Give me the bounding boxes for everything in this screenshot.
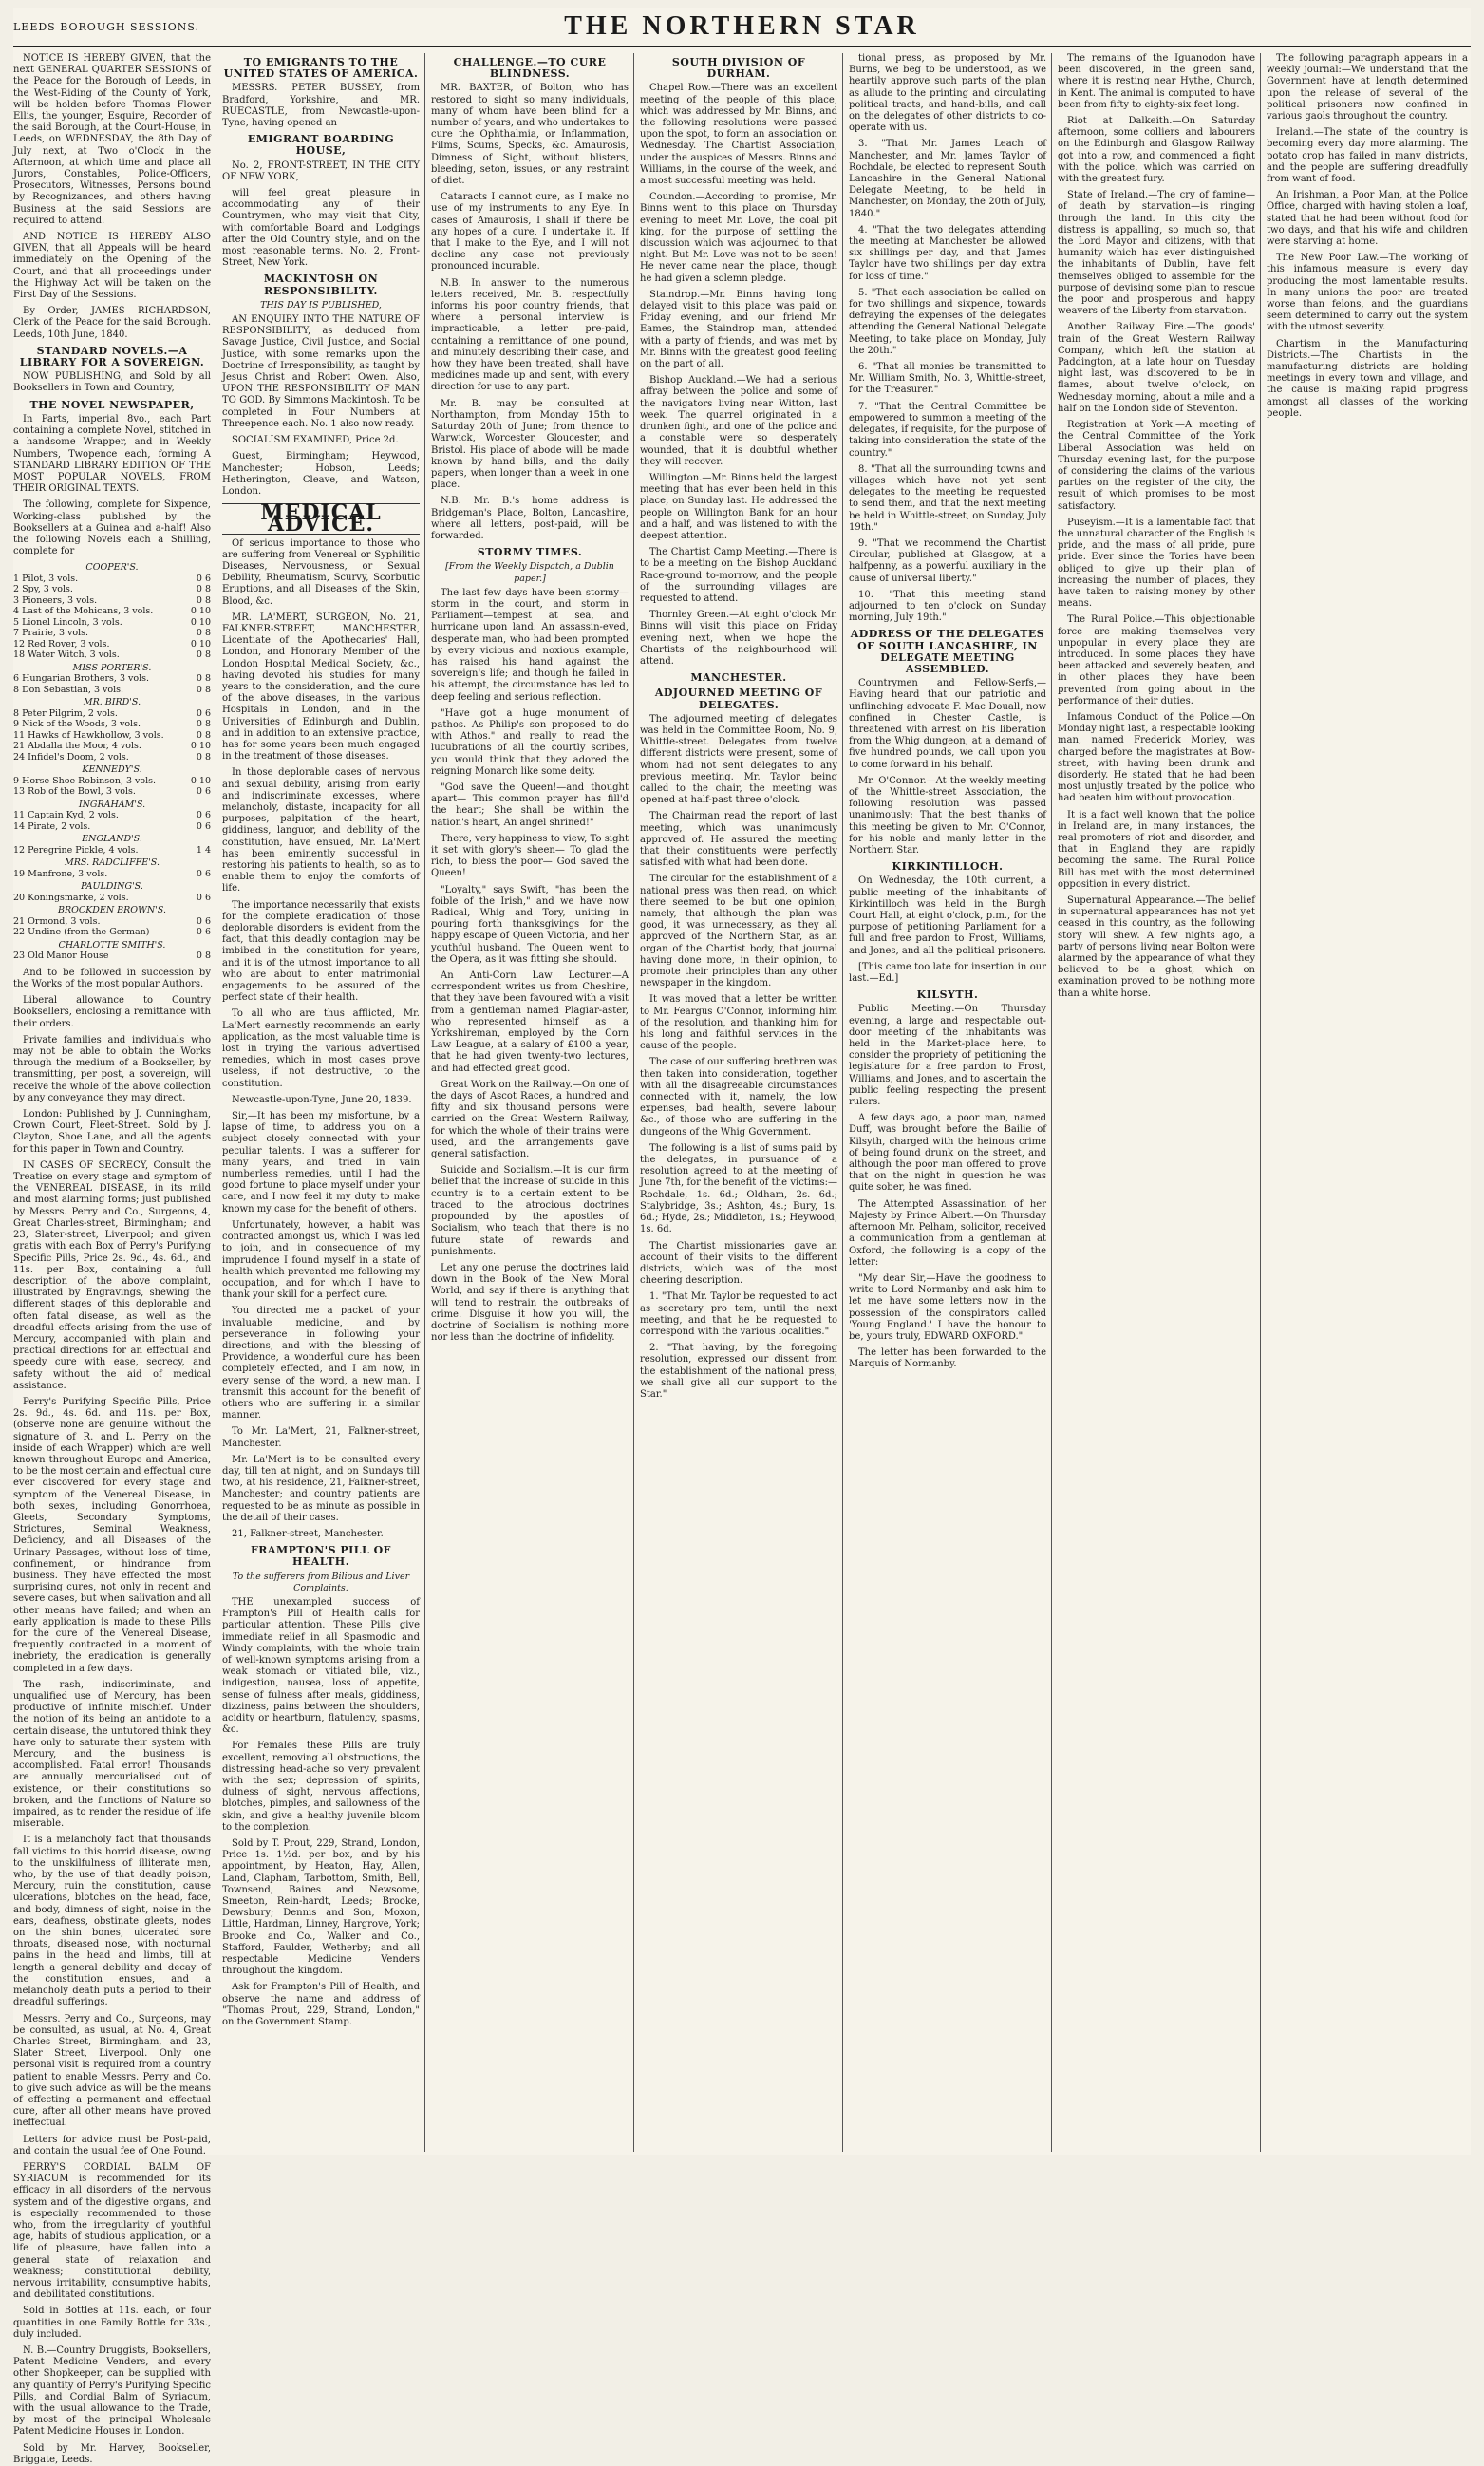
paragraph: Puseyism.—It is a lamentable fact that the unnatural character of the English is pride, and the mass of all pride, pure pride. Ever since the Tories have been obliged to give up their plan of increasing the number of places, they have taken to raising money by other means. — [1058, 517, 1255, 610]
price-list-item — [13, 574, 211, 585]
list-price: 0 10 — [190, 638, 211, 649]
list-title: 21 Abdalla the Moor, 4 vols. — [13, 741, 141, 752]
list-price: 0 10 — [190, 606, 211, 617]
paragraph: Chartism in the Manufacturing Districts.—The Chartists in the manufacturing districts are holding meetings in every town and village, and the cause is making rapid progress amongst all classes of the working people. — [1267, 338, 1468, 419]
paragraph: 6. "That all monies be transmitted to Mr. William Smith, No. 3, Whittle-street, for the Treasurer." — [849, 362, 1046, 396]
paragraph: The New Poor Law.—The working of this infamous measure is every day producing the most lamentable results. In many unions the poor are treated worse than felons, and the guardians seem determined to carry out the system with the utmost severity. — [1267, 253, 1468, 333]
article-heading: MANCHESTER. — [690, 671, 787, 685]
price-list-item — [13, 663, 211, 674]
column-6 — [1058, 53, 1255, 2152]
paragraph: There, very happiness to view, To sight it set with glory's sheen— To glad the rich, to bless the poor— God saved the Queen! — [431, 833, 629, 879]
list-price: 0 10 — [190, 775, 211, 786]
paragraph: Messrs. Perry and Co., Surgeons, may be consulted, as usual, at No. 4, Great Charles Street, Birmingham, and 23, Slater Street, Liverpool. Only one personal visit is required from a country patient to enable Messrs. Perry and Co. to give such advice as will be the means of effecting a permanent and effectual cure, after all other means have proved ineffectual. — [13, 2013, 211, 2129]
column-rule — [1260, 53, 1261, 2152]
list-price: 0 6 — [196, 786, 211, 798]
list-title: 24 Infidel's Doom, 2 vols. — [13, 751, 129, 762]
list-title: 7 Prairie, 3 vols. — [13, 628, 89, 639]
paragraph: Infamous Conduct of the Police.—On Monday night last, a respectable looking man, named Frederick Morley, was charged before the magistrates at Bow-street, with having been drunk and disorderly. He stated that he had been most unjustly treated by the police, who had beaten him without provocation. — [1058, 711, 1255, 804]
list-price: 0 10 — [190, 616, 211, 628]
paragraph: [This came too late for insertion in our last.—Ed.] — [849, 961, 1046, 985]
paragraph: Of serious importance to those who are suffering from Venereal or Syphilitic Diseases, Nervousness, or Sexual Debility, Rheumatism, Scurvy, Scorbutic Eruptions, and all Diseases of the Skin, Blood, &c. — [222, 537, 420, 607]
paragraph: Mr. B. may be consulted at Northampton, from Monday 15th to Saturday 20th of June; from thence to Warwick, Worcester, Gloucester, and Bristol. His place of abode will be made known by hand bills, and the daily papers, when longer than a week in one place. — [431, 398, 629, 491]
list-title: 3 Pioneers, 3 vols. — [13, 594, 98, 606]
display-heading: MEDICAL ADVICE. — [222, 503, 420, 534]
column-2 — [222, 53, 420, 2152]
paragraph: The Chairman read the report of last meeting, which was unanimously approved of. He assured the meeting that their constituents were perfectly satisfied with what had been done. — [640, 811, 837, 869]
column-7 — [1267, 53, 1468, 2152]
list-price: 0 8 — [196, 684, 211, 695]
paragraph: The following paragraph appears in a weekly journal:—We understand that the Government have at length determined upon the release of several of the political prisoners now confined in various gaols throughout the country. — [1267, 53, 1468, 122]
paragraph: Letters for advice must be Post-paid, and contain the usual fee of One Pound. — [13, 2134, 211, 2156]
price-list-item — [13, 649, 211, 661]
price-list — [13, 562, 211, 962]
price-list-item — [13, 834, 211, 845]
list-title: 11 Hawks of Hawkhollow, 3 vols. — [13, 729, 164, 741]
list-price: 0 8 — [196, 649, 211, 661]
list-price: 0 8 — [196, 673, 211, 685]
paragraph: Sold by T. Prout, 229, Strand, London, Price 1s. 1½d. per box, and by his appointment, by Heaton, Hay, Allen, Land, Clapham, Tarbottom, Smith, Bell, Townsend, Baines and Newsome, Smeeton, Rein-hardt, Leeds; Brooke, Dewsbury; Dennis and Son, Moxon, Little, Hardman, Linney, Hargrove, York; Brooke and Co., Walker and Co., Stafford, Faulder, Wetherby; and all respectable Medicine Venders throughout the kingdom. — [222, 1838, 420, 1977]
paragraph: Newcastle-upon-Tyne, June 20, 1839. — [232, 1094, 412, 1105]
article-heading: FRAMPTON'S PILL OF HEALTH. — [250, 1544, 391, 1569]
paragraph: "My dear Sir,—Have the goodness to write to Lord Normanby and ask him to let me have some letters now in the possession of the conspirators called 'Young England.' I have the honour to be, yours truly, EDWARD OXFORD." — [849, 1272, 1046, 1342]
price-list-item — [13, 940, 211, 951]
paragraph: And to be followed in succession by the Works of the most popular Authors. — [13, 967, 211, 990]
list-title: 8 Peter Pilgrim, 2 vols. — [13, 707, 118, 719]
paragraph: Unfortunately, however, a habit was contracted amongst us, which I was led to join, and in consequence of my imprudence I found myself in a state of health which prevented me following my occupation, and for which I have to thank your skill for a perfect cure. — [222, 1219, 420, 1301]
paragraph: Another Railway Fire.—The goods' train of the Great Western Railway Company, which left the station at Paddington, at a late hour on Tuesday night last, was discovered to be in flames, about twelve o'clock, on Wednesday morning, about a mile and a half on the London side of Steventon. — [1058, 322, 1255, 414]
paragraph: Sir,—It has been my misfortune, by a lapse of time, to address you on a subject closely connected with your peculiar talents. I was a sufferer for many years, and tried in vain numberless remedies, until I had the good fortune to place myself under your care, and I now feel it my duty to make known my case for the benefit of others. — [222, 1111, 420, 1214]
paragraph: will feel great pleasure in accommodating any of their Countrymen, who may visit that City, with comfortable Board and Lodgings after the Old Country style, and on the most reasonable terms. No. 2, Front-Street, New York. — [222, 188, 420, 269]
price-list-item — [13, 764, 211, 776]
price-list-item — [13, 606, 211, 617]
list-title: MRS. RADCLIFFE'S. — [65, 857, 160, 869]
paragraph: 1. "That Mr. Taylor be requested to act as secretary pro tem, until the next meeting, and that he be requested to correspond with the various localities." — [640, 1291, 837, 1337]
column-rule — [633, 53, 634, 2152]
price-list-item — [13, 869, 211, 880]
paragraph: Staindrop.—Mr. Binns having long delayed visit to this place was paid on Friday evening, and our friend Mr. Eames, the Staindrop man, attended with a party of friends, and was met by Mr. Binns with the greatest good feeling on the part of all. — [640, 289, 837, 370]
paragraph: Bishop Auckland.—We had a serious affray between the police and some of the navigators living near Witton, last week. The quarrel originated in a drunken fight, and one of the police and a constable were so desperately wounded, that it is doubtful whether they will recover. — [640, 375, 837, 467]
list-price: 0 6 — [196, 868, 211, 879]
paragraph: "God save the Queen!—and thought apart— This common prayer has fill'd the heart; She shall be within the nation's heart, An angel shrined!" — [431, 781, 629, 828]
list-title: KENNEDY'S. — [82, 764, 142, 776]
paragraph: 7. "That the Central Committee be empowered to summon a meeting of the delegates, if requisite, for the purpose of taking into consideration the state of the country." — [849, 401, 1046, 459]
price-list-item — [13, 800, 211, 811]
list-price: 0 6 — [196, 810, 211, 821]
column-1 — [13, 53, 211, 2465]
masthead — [13, 8, 1471, 47]
price-list-item — [13, 595, 211, 607]
paragraph: Cataracts I cannot cure, as I make no use of my instruments to any Eye. In cases of Amaurosis, I shall if there be any hopes of a cure, I undertake it. If that I make to the Eye, and I will not decline any case not previously pronounced incurable. — [431, 192, 629, 273]
paragraph: Thornley Green.—At eight o'clock Mr. Binns will visit this place on Friday evening next, when we hope the Chartists of the neighbourhood will attend. — [640, 610, 837, 667]
paragraph: 8. "That all the surrounding towns and villages which have not yet sent delegates to the meeting be requested to send them, and that the next meeting be held in Whittle-street, on Sunday, July 19th." — [849, 463, 1046, 533]
paragraph: An Anti-Corn Law Lecturer.—A correspondent writes us from Cheshire, that they have been favoured with a visit from a gentleman named Plagiar-aster, who represented himself as a Yorkshireman, employed by the Corn Law League, at a salary of £100 a year, that he had given twenty-two lectures, and had effected great good. — [431, 970, 629, 1074]
price-list-item — [13, 893, 211, 904]
paragraph: Willington.—Mr. Binns held the largest meeting that has ever been held in this place, on Sunday last. He addressed the people on Willington Bank for an hour and a half, and was listened to with the deepest attention. — [640, 472, 837, 541]
paragraph: It is a melancholy fact that thousands fall victims to this horrid disease, owing to the unskilfulness of illiterate men, who, by the use of that deadly poison, Mercury, ruin the constitution, cause ulcerations, blotches on the head, face, and body, dimness of sight, noise in the ears, deafness, obstinate gleets, nodes on the shin bones, ulcerated sore throats, diseased nose, with nocturnal pains in the head and limbs, till at length a general debility and decay of the constitution ensues, and a melancholy death puts a period to their dreadful sufferings. — [13, 1835, 211, 2008]
subheading: THIS DAY IS PUBLISHED, — [260, 299, 382, 311]
paragraph: The circular for the establishment of a national press was then read, on which there seemed to be but one opinion, namely, that although the plan was good, it was unnecessary, as they all approved of the Northern Star, as an organ of the Chartist body, that journal having done more, in their opinion, to promote their principles than any other newspaper in the kingdom. — [640, 874, 837, 989]
list-title: MISS PORTER'S. — [72, 662, 152, 673]
paragraph: An Irishman, a Poor Man, at the Police Office, charged with having stolen a loaf, stated that he had been without food for two days, and that his wife and children were starving at home. — [1267, 190, 1468, 248]
column-3 — [431, 53, 629, 2152]
paragraph: tional press, as proposed by Mr. Burns, we beg to be understood, as we heartily approve such parts of the plan as allude to the printing and circulating political tracts, and hand-bills, and call on the delegates of other districts to co-operate with us. — [849, 53, 1046, 134]
paragraph: Guest, Birmingham; Heywood, Manchester; Hobson, Leeds; Hetherington, Cleave, and Watson, London. — [222, 451, 420, 497]
list-title: PAULDING'S. — [81, 881, 143, 893]
article-heading: STORMY TIMES. — [477, 546, 583, 559]
paragraph: Ireland.—The state of the country is becoming every day more alarming. The potato crop has failed in many districts, and the people are suffering dreadfully from want of food. — [1267, 127, 1468, 185]
list-price: 0 8 — [196, 628, 211, 639]
list-price: 0 6 — [196, 707, 211, 719]
column-rule — [1051, 53, 1052, 2152]
paragraph: MESSRS. PETER BUSSEY, from Bradford, Yorkshire, and MR. RUECASTLE, from Newcastle-upon-Tyne, having opened an — [222, 83, 420, 129]
price-list-item — [13, 810, 211, 821]
paragraph: The last few days have been stormy—storm in the court, and storm in Parliament—tempest at sea, and hurricane upon land. An assassin-eyed, desperate man, who had been prompted by every vicious and noxious example, has raised his hand against the sovereign's life; and though he failed in his attempt, the circumstance has led to deep feeling and serious reflection. — [431, 587, 629, 703]
column-5 — [849, 53, 1046, 2152]
price-list-item — [13, 584, 211, 595]
list-title: 9 Horse Shoe Robinson, 3 vols. — [13, 775, 157, 786]
paragraph: MR. BAXTER, of Bolton, who has restored to sight so many individuals, many of whom have been blind for a number of years, and who undertakes to cure the Ophthalmia, or Inflammation, Films, Scums, Specks, &c. Amaurosis, Dimness of Sight, without blisters, bleeding, seton, issues, or any restraint of diet. — [431, 83, 629, 187]
article-heading: KIRKINTILLOCH. — [892, 860, 1004, 874]
paragraph: The Rural Police.—This objectionable force are making themselves very unpopular in every place they are introduced. In some places they have been attacked and severely beaten, and in other places they have been prevented from going about in the performance of their duties. — [1058, 614, 1255, 706]
paragraph: The adjourned meeting of delegates was held in the Committee Room, No. 9, Whittle-street. Delegates from twelve different districts were present, some of whom had not sent delegates to any previous meeting. Mr. Taylor being called to the chair, the meeting was opened at half-past three o'clock. — [640, 713, 837, 806]
paragraph: NOW PUBLISHING, and Sold by all Booksellers in Town and Country, — [13, 371, 211, 394]
paragraph: Sold by Mr. Harvey, Bookseller, Briggate, Leeds. — [13, 2442, 211, 2465]
list-title: 2 Spy, 3 vols. — [13, 584, 73, 595]
article-heading: ADDRESS OF THE DELEGATES OF SOUTH LANCASHIRE, IN DELEGATE MEETING ASSEMBLED. — [850, 628, 1045, 675]
paragraph: Suicide and Socialism.—It is our firm belief that the increase of suicide in this country is to a certain extent to be traced to the atrocious doctrines propounded by the apostles of Socialism, who teach that there is no future state of rewards and punishments. — [431, 1165, 629, 1257]
paragraph: PERRY'S CORDIAL BALM OF SYRIACUM is recommended for its efficacy in all disorders of the nervous system and of the digestive organs, and is especially recommended to those who, from the irregularity of youthful age, habits of studious application, or a life of pleasure, have fallen into a general state of relaxation and weakness; constitutional debility, nervous irritability, consumptive habits, and debilitated constitutions. — [13, 2161, 211, 2301]
paragraph: 4. "That the two delegates attending the meeting at Manchester be allowed six shillings per day, and that James Taylor have two shillings per day extra for loss of time." — [849, 224, 1046, 282]
paragraph: Chapel Row.—There was an excellent meeting of the people of this place, which was addressed by Mr. Binns, and the following resolutions were passed upon the spot, to form an association on Wednesday. The Chartist Association, under the auspices of Messrs. Binns and Williams, in the course of the week, and a most successful meeting was held. — [640, 83, 837, 187]
price-list-item — [13, 673, 211, 685]
paragraph: The importance necessarily that exists for the complete eradication of those deplorable disorders is evident from the fact, that this deadly contagion may be imbibed in the constitution for years, and it is of the utmost importance to all who are about to enter matrimonial engagements to be assured of the perfect state of their health. — [222, 899, 420, 1004]
list-title: 11 Captain Kyd, 2 vols. — [13, 810, 119, 821]
list-title: 8 Don Sebastian, 3 vols. — [13, 684, 124, 695]
paragraph: You directed me a packet of your invaluable medicine, and by perseverance in following your directions, and with the blessing of Providence, a wonderful cure has been completely effected, and I am now, in every sense of the word, a new man. I transmit this account for the benefit of others who are suffering in a similar manner. — [222, 1306, 420, 1421]
paragraph: MR. LA'MERT, SURGEON, No. 21, FALKNER-STREET, MANCHESTER, Licentiate of the Apothecaries' Hall, London, and Honorary Member of the London Hospital Medical Society, &c., having devoted his studies for many years to the consideration, and the cure of the above diseases, in the various Hospitals in London, and in the Universities of Edinburgh and Dublin, and in addition to an extensive practice, has for some years been much engaged in the treatment of those diseases. — [222, 612, 420, 762]
price-list-item — [13, 730, 211, 742]
list-title: COOPER'S. — [85, 562, 139, 574]
article-heading: TO EMIGRANTS TO THE UNITED STATES OF AMERICA. — [223, 56, 419, 81]
column-4 — [640, 53, 837, 2152]
paragraph: Perry's Purifying Specific Pills, Price 2s. 9d., 4s. 6d. and 11s. per Box, (observe none are genuine without the signature of R. and L. Perry on the inside of each Wrapper) which are well known throughout Europe and America, to be the most certain and effectual cure ever discovered for every stage and symptom of the Venereal Disease, in both sexes, including Gonorrhoea, Gleets, Secondary Symptoms, Strictures, Seminal Weakness, Deficiency, and all Diseases of the Urinary Passages, without loss of time, confinement, or hindrance from business. They have effected the most surprising cures, not only in recent and severe cases, but when salivation and all other means have failed; and when an early application is made to these Pills for the cure of the Venereal Disease, frequently contracted in a moment of inebriety, the eradication is generally completed in a few days. — [13, 1396, 211, 1674]
article-heading: KILSYTH. — [916, 988, 979, 1002]
paragraph: The Attempted Assassination of her Majesty by Prince Albert.—On Thursday afternoon Mr. Pelham, solicitor, received a communication from a gentleman at Oxford, the following is a copy of the letter: — [849, 1198, 1046, 1268]
article-heading: SOUTH DIVISION OF DURHAM. — [671, 56, 806, 81]
price-list-item — [13, 752, 211, 763]
price-list-item — [13, 639, 211, 650]
paragraph: London: Published by J. Cunningham, Crown Court, Fleet-Street. Sold by J. Clayton, Shoe Lane, and all the agents for this paper in Town and Country. — [13, 1109, 211, 1155]
list-price: 0 6 — [196, 915, 211, 927]
price-list-item — [13, 881, 211, 893]
paragraph: 10. "That this meeting stand adjourned to ten o'clock on Sunday morning, July 19th." — [849, 589, 1046, 624]
paragraph: State of Ireland.—The cry of famine—of death by starvation—is ringing through the land. In this city the distress is appalling, so much so, that the Lord Mayor and citizens, with that humanity which has ever distinguished the inhabitants of Dublin, have felt themselves obliged to assemble for the purpose of devising some plan to rescue the poor and prosperous and happy weavers of the Liberty from starvation. — [1058, 190, 1255, 317]
paragraph: Great Work on the Railway.—On one of the days of Ascot Races, a hundred and fifty and six thousand persons were carried on the Great Western Railway, for which the whole of their trains were used, and the arrangements gave general satisfaction. — [431, 1079, 629, 1160]
article-heading: ADJOURNED MEETING OF DELEGATES. — [654, 687, 823, 711]
paragraph: N.B. In answer to the numerous letters received, Mr. B. respectfully informs his poor country friends, that where a personal interview is impracticable, a letter pre-paid, containing a remittance of one pound, and minutely describing their case, and how they have been treated, shall have medicines made up and sent, with every direction for use to any part. — [431, 277, 629, 393]
list-title: ENGLAND'S. — [82, 834, 142, 845]
paragraph: AND NOTICE IS HEREBY ALSO GIVEN, that all Appeals will be heard immediately on the Opening of the Court, and that all proceedings under the Highway Act will be taken on the First Day of the Sessions. — [13, 232, 211, 301]
paragraph: The letter has been forwarded to the Marquis of Normanby. — [849, 1347, 1046, 1370]
paragraph: SOCIALISM EXAMINED, Price 2d. — [232, 435, 399, 446]
list-title: 5 Lionel Lincoln, 3 vols. — [13, 616, 122, 628]
paragraph: The rash, indiscriminate, and unqualified use of Mercury, has been productive of infinite mischief. Under the notion of its being an antidote to a certain disease, the untutored think they have only to saturate their system with Mercury, and the business is accomplished. Fatal error! Thousands are annually mercurialised out of existence, or their constitutions so broken, and the functions of Nature so impaired, as to render the residue of life miserable. — [13, 1679, 211, 1830]
paragraph: The Chartist missionaries gave an account of their visits to the different districts, which was of the most cheering description. — [640, 1240, 837, 1287]
list-price: 0 6 — [196, 820, 211, 832]
price-list-item — [13, 562, 211, 574]
paragraph: The following, complete for Sixpence, Working-class published by the Booksellers at a Guinea and a-half! Also the following Novels each a Shilling, complete for — [13, 499, 211, 557]
paragraph: In Parts, imperial 8vo., each Part containing a complete Novel, stitched in a handsome Wrapper, and in Weekly Numbers, Twopence each, forming A STANDARD LIBRARY EDITION OF THE MOST POPULAR NOVELS, FROM THEIR ORIGINAL TEXTS. — [13, 413, 211, 495]
list-title: INGRAHAM'S. — [78, 799, 146, 810]
paragraph: By Order, JAMES RICHARDSON, Clerk of the Peace for the said Borough. Leeds, 10th June, 1840. — [13, 306, 211, 340]
paragraph: Liberal allowance to Country Booksellers, enclosing a remittance with their orders. — [13, 995, 211, 1029]
price-list-item — [13, 697, 211, 708]
paragraph: The following is a list of sums paid by the delegates, in pursuance of a resolution agreed to at the meeting of June 7th, for the benefit of the victims:—Rochdale, 1s. 6d.; Oldham, 2s. 6d.; Stalybridge, 3s.; Ashton, 4s.; Bury, 1s. 6d.; Hyde, 2s.; Middleton, 1s.; Heywood, 1s. 6d. — [640, 1142, 837, 1235]
paragraph: Registration at York.—A meeting of the Central Committee of the York Liberal Association was held on Thursday evening last, for the purpose of considering the claims of the various parties on the register of the city, the result of which promises to be most satisfactory. — [1058, 420, 1255, 512]
paragraph: In those deplorable cases of nervous and sexual debility, arising from early and indiscriminate excesses, where melancholy, distaste, incapacity for all purposes, palpitation of the heart, giddiness, languor, and debility of the constitution, have ensued, Mr. La'Mert has been eminently successful in restoring his patients to health, so as to enable them to enjoy the comforts of life. — [222, 767, 420, 894]
paragraph: "Loyalty," says Swift, "has been the foible of the Irish," and we have now Radical, Whig and Tory, uniting in pouring forth thanksgivings for the happy escape of Queen Victoria, and her youthful husband. The Queen went to the Opera, as it was fitting she should. — [431, 884, 629, 965]
article-heading: STANDARD NOVELS.—A LIBRARY FOR A SOVEREIGN. — [19, 344, 205, 369]
article-heading: CHALLENGE.—TO CURE BLINDNESS. — [453, 56, 607, 81]
newspaper-title: THE NORTHERN STAR — [564, 11, 920, 41]
article-heading: THE NOVEL NEWSPAPER, — [29, 398, 195, 411]
list-title: 18 Water Witch, 3 vols. — [13, 649, 120, 661]
list-title: MR. BIRD'S. — [83, 697, 141, 708]
newspaper-page — [13, 8, 1471, 2465]
paragraph: Private families and individuals who may not be able to obtain the Works through the medium of a Bookseller, by transmitting, per post, a sovereign, will receive the whole of the above collection by any conveyance they may direct. — [13, 1034, 211, 1103]
paragraph: 3. "That Mr. James Leach of Manchester, and Mr. James Taylor of Rochdale, be elected to represent South Lancashire in the General National Delegate Meeting, to be held in Manchester, on Monday, the 20th of July, 1840." — [849, 139, 1046, 219]
article-heading: MACKINTOSH ON RESPONSIBILITY. — [263, 273, 379, 297]
subheading: [From the Weekly Dispatch, a Dublin paper.] — [445, 561, 614, 584]
price-list-item — [13, 628, 211, 639]
list-price: 0 6 — [196, 573, 211, 584]
paragraph: 2. "That having, by the foregoing resolution, expressed our dissent from the establishment of the national press, we shall give all our support to the Star." — [640, 1343, 837, 1400]
price-list-item — [13, 741, 211, 752]
price-list-item — [13, 857, 211, 869]
paragraph: 9. "That we recommend the Chartist Circular, published at Glasgow, at a halfpenny, as a powerful auxiliary in the cause of universal liberty." — [849, 537, 1046, 584]
list-title: 20 Koningsmarke, 2 vols. — [13, 892, 129, 903]
paragraph: 21, Falkner-street, Manchester. — [232, 1528, 384, 1539]
paragraph: On Wednesday, the 10th current, a public meeting of the inhabitants of Kirkintilloch was held in the Burgh Court Hall, at eight o'clock, p.m., for the purpose of petitioning Parliament for a full and free pardon to Frost, Williams, and Jones, and all the political prisoners. — [849, 875, 1046, 956]
column-rule — [424, 53, 425, 2152]
paragraph: No. 2, FRONT-STREET, IN THE CITY OF NEW YORK, — [222, 160, 420, 182]
list-title: CHARLOTTE SMITH'S. — [58, 939, 166, 951]
list-title: 6 Hungarian Brothers, 3 vols. — [13, 673, 150, 685]
paragraph: Sold in Bottles at 11s. each, or four quantities in one Family Bottle for 33s., duly included. — [13, 2306, 211, 2340]
paragraph: N.B. Mr. B.'s home address is Bridgeman's Place, Bolton, Lancashire, where all letters, post-paid, will be forwarded. — [431, 496, 629, 541]
paragraph: Public Meeting.—On Thursday evening, a large and respectable out-door meeting of the inhabitants was held in the Market-place here, to consider the propriety of petitioning the legislature for a free pardon to Frost, Williams, and Jones, and to ascertain the public feeling respecting the present rulers. — [849, 1004, 1046, 1108]
article-heading: EMIGRANT BOARDING HOUSE, — [247, 133, 395, 158]
paragraph: To Mr. La'Mert, 21, Falkner-street, Manchester. — [222, 1426, 420, 1449]
paragraph: "Have got a huge monument of pathos. As Philip's son proposed to do with Athos." and really to read the lucubrations of all the courtly scribes, you would think that they adored the reigning Monarch like some deity. — [431, 707, 629, 777]
paragraph: 5. "That each association be called on for two shillings and sixpence, towards defraying the expenses of the delegates attending the General National Delegate Meeting, to take place on Monday, July the 20th." — [849, 287, 1046, 356]
list-title: 14 Pirate, 2 vols. — [13, 820, 91, 832]
paragraph: Coundon.—According to promise, Mr. Binns went to this place on Thursday evening to meet Mr. Love, the coal pit king, for the purpose of settling the discussion which was adjourned to that night. But Mr. Love was not to be seen! He never came near the place, though he had given a solemn pledge. — [640, 192, 837, 284]
price-list-item — [13, 951, 211, 962]
list-price: 0 8 — [196, 729, 211, 741]
price-list-item — [13, 708, 211, 720]
price-list-item — [13, 927, 211, 938]
list-price: 1 4 — [196, 844, 211, 856]
paragraph: To all who are thus afflicted, Mr. La'Mert earnestly recommends an early application, as the most valuable time is lost in trying the various advertised remedies, which in most cases prove useless, if not destructive, to the constitution. — [222, 1008, 420, 1089]
list-price: 0 8 — [196, 951, 211, 962]
column-heading: LEEDS BOROUGH SESSIONS. — [13, 21, 200, 33]
price-list-item — [13, 916, 211, 928]
paragraph: Supernatural Appearance.—The belief in supernatural appearances has not yet ceased in this country, as the following story will shew. A few nights ago, a party of persons living near Bolton were alarmed by the appearance of what they believed to be a ghost, which on examination proved to be nothing more than a white horse. — [1058, 895, 1255, 999]
paragraph: Mr. O'Connor.—At the weekly meeting of the Whittle-street Association, the following resolution was passed unanimously: That the best thanks of this meeting be given to Mr. O'Connor, for his noble and manly letter in the Northern Star. — [849, 775, 1046, 856]
paragraph: NOTICE IS HEREBY GIVEN, that the next GENERAL QUARTER SESSIONS of the Peace for the Borough of Leeds, in the West-Riding of the County of York, will be holden before Thomas Flower Ellis, the younger, Esquire, Recorder of the said Borough, at the Court-House, in Leeds, on WEDNESDAY, the 8th Day of July next, at Two o'Clock in the Afternoon, at which time and place all Jurors, Constables, Police-Officers, Prosecutors, Witnesses, Persons bound by Recognizances, and others having Business at the said Sessions are required to attend. — [13, 53, 211, 226]
list-title: 9 Nick of the Woods, 3 vols. — [13, 719, 141, 730]
paragraph: THE unexampled success of Frampton's Pill of Health calls for particular attention. These Pills give immediate relief in all Spasmodic and Windy complaints, with the whole train of well-known symptoms arising from a weak stomach or vitiated bile, viz., indigestion, nausea, loss of appetite, sense of fulness after meals, giddiness, dizziness, pains between the shoulders, acidity or heartburn, flatulency, spasms, &c. — [222, 1596, 420, 1736]
paragraph: The Chartist Camp Meeting.—There is to be a meeting on the Bishop Auckland Race-ground to-morrow, and the people of the surrounding villages are requested to attend. — [640, 547, 837, 604]
paragraph: Countrymen and Fellow-Serfs,—Having heard that our patriotic and unflinching advocate F. Mac Douall, now confined in Chester Castle, is threatened with arrest on his liberation from the Whig dungeon, at a demand of five hundred pounds, we call upon you to come forward in his behalf. — [849, 678, 1046, 770]
list-title: BROCKDEN BROWN'S. — [58, 905, 166, 916]
paragraph: AN ENQUIRY INTO THE NATURE OF RESPONSIBILITY, as deduced from Savage Justice, Civil Justice, and Social Justice, with some remarks upon the Doctrine of Irresponsibility, as taught by Jesus Christ and Robert Owen. Also, UPON THE RESPONSIBILITY OF MAN TO GOD. By Simmons Mackintosh. To be completed in Four Numbers at Threepence each. No. 1 also now ready. — [222, 314, 420, 429]
paragraph: The case of our suffering brethren was then taken into consideration, together with all the disagreeable circumstances connected with it, namely, the low expenses, bad health, severe labour, &c., of those who are suffering in the dungeons of the Whig Government. — [640, 1057, 837, 1138]
price-list-item — [13, 786, 211, 798]
list-title: 13 Rob of the Bowl, 3 vols. — [13, 786, 136, 798]
price-list-item — [13, 617, 211, 629]
paragraph: It is a fact well known that the police in Ireland are, in many instances, the real promoters of riot and disorder, and that in England they are rapidly becoming the same. The Rural Police Bill has met with the most determined opposition in every district. — [1058, 809, 1255, 890]
price-list-item — [13, 685, 211, 696]
paragraph: Mr. La'Mert is to be consulted every day, till ten at night, and on Sundays till two, at his residence, 21, Falkner-street, Manchester; and country patients are requested to be as minute as possible in the detail of their cases. — [222, 1454, 420, 1523]
paragraph: The remains of the Iguanodon have been discovered, in the green sand, where it is resting near Hythe, Church, in Kent. The animal is computed to have been from fifty to eighty-six feet long. — [1058, 53, 1255, 110]
subheading: To the sufferers from Bilious and Liver Complaints. — [232, 1571, 410, 1593]
paragraph: Ask for Frampton's Pill of Health, and observe the name and address of "Thomas Prout, 229, Strand, London," on the Government Stamp. — [222, 1982, 420, 2028]
price-list-item — [13, 821, 211, 833]
paragraph: N. B.—Country Druggists, Booksellers, Patent Medicine Venders, and every other Shopkeeper, can be supplied with any quantity of Perry's Purifying Specific Pills, and Cordial Balm of Syriacum, with the usual allowance to the Trade, by most of the principal Wholesale Patent Medicine Houses in London. — [13, 2344, 211, 2438]
list-title: 23 Old Manor House — [13, 951, 109, 962]
list-title: 19 Manfrone, 3 vols. — [13, 868, 108, 879]
columns — [13, 53, 1471, 2465]
paragraph: Riot at Dalkeith.—On Saturday afternoon, some colliers and labourers on the Edinburgh and Glasgow Railway got into a row, and commenced a fight with the police, which was carried on with the greatest fury. — [1058, 116, 1255, 185]
list-price: 0 6 — [196, 892, 211, 903]
list-title: 21 Ormond, 3 vols. — [13, 915, 101, 927]
price-list-item — [13, 776, 211, 787]
price-list-item — [13, 719, 211, 730]
list-title: 4 Last of the Mohicans, 3 vols. — [13, 606, 154, 617]
list-price: 0 10 — [190, 741, 211, 752]
paragraph: For Females these Pills are truly excellent, removing all obstructions, the distressing head-ache so very prevalent with the sex; depression of spirits, dulness of sight, nervous affections, blotches, pimples, and sallowness of the skin, and give a healthy juvenile bloom to the complexion. — [222, 1741, 420, 1833]
price-list-item — [13, 845, 211, 857]
price-list-item — [13, 905, 211, 916]
paragraph: It was moved that a letter be written to Mr. Feargus O'Connor, informing him of the resolution, and thanking him for his long and faithful services in the cause of the people. — [640, 994, 837, 1052]
paragraph: A few days ago, a poor man, named Duff, was brought before the Bailie of Kilsyth, charged with the heinous crime of being found drunk on the street, and although the poor man offered to prove that on the night in question he was quite sober, he was fined. — [849, 1113, 1046, 1194]
list-price: 0 8 — [196, 594, 211, 606]
column-rule — [842, 53, 843, 2152]
list-title: 12 Peregrine Pickle, 4 vols. — [13, 844, 139, 856]
list-title: 1 Pilot, 3 vols. — [13, 573, 79, 584]
paragraph: Let any one peruse the doctrines laid down in the Book of the New Moral World, and say if there is anything that will tend to restrain the outbreaks of crime. Disguise it how you will, the doctrine of Socialism is nothing more nor less than the doctrine of infidelity. — [431, 1262, 629, 1344]
list-title: 12 Red Rover, 3 vols. — [13, 638, 110, 649]
list-price: 0 6 — [196, 927, 211, 938]
paragraph: IN CASES OF SECRECY, Consult the Treatise on every stage and symptom of the VENEREAL DISEASE, in its mild and most alarming forms; just published by Messrs. Perry and Co., Surgeons, 4, Great Charles-street, Birmingham; and 23, Slater-street, Liverpool; and given gratis with each Box of Perry's Purifying Specific Pills, Price 2s. 9d., 4s. 6d., and 11s. per Box, containing a full description of the above complaint, illustrated by Engravings, shewing the different stages of this deplorable and often fatal disease, as well as the dreadful effects arising from the use of Mercury, accompanied with plain and practical directions for an effectual and speedy cure with ease, secrecy, and safety without the aid of medical assistance. — [13, 1159, 211, 1391]
list-price: 0 8 — [196, 751, 211, 762]
list-price: 0 8 — [196, 584, 211, 595]
list-title: 22 Undine (from the German) — [13, 927, 150, 938]
list-price: 0 8 — [196, 719, 211, 730]
